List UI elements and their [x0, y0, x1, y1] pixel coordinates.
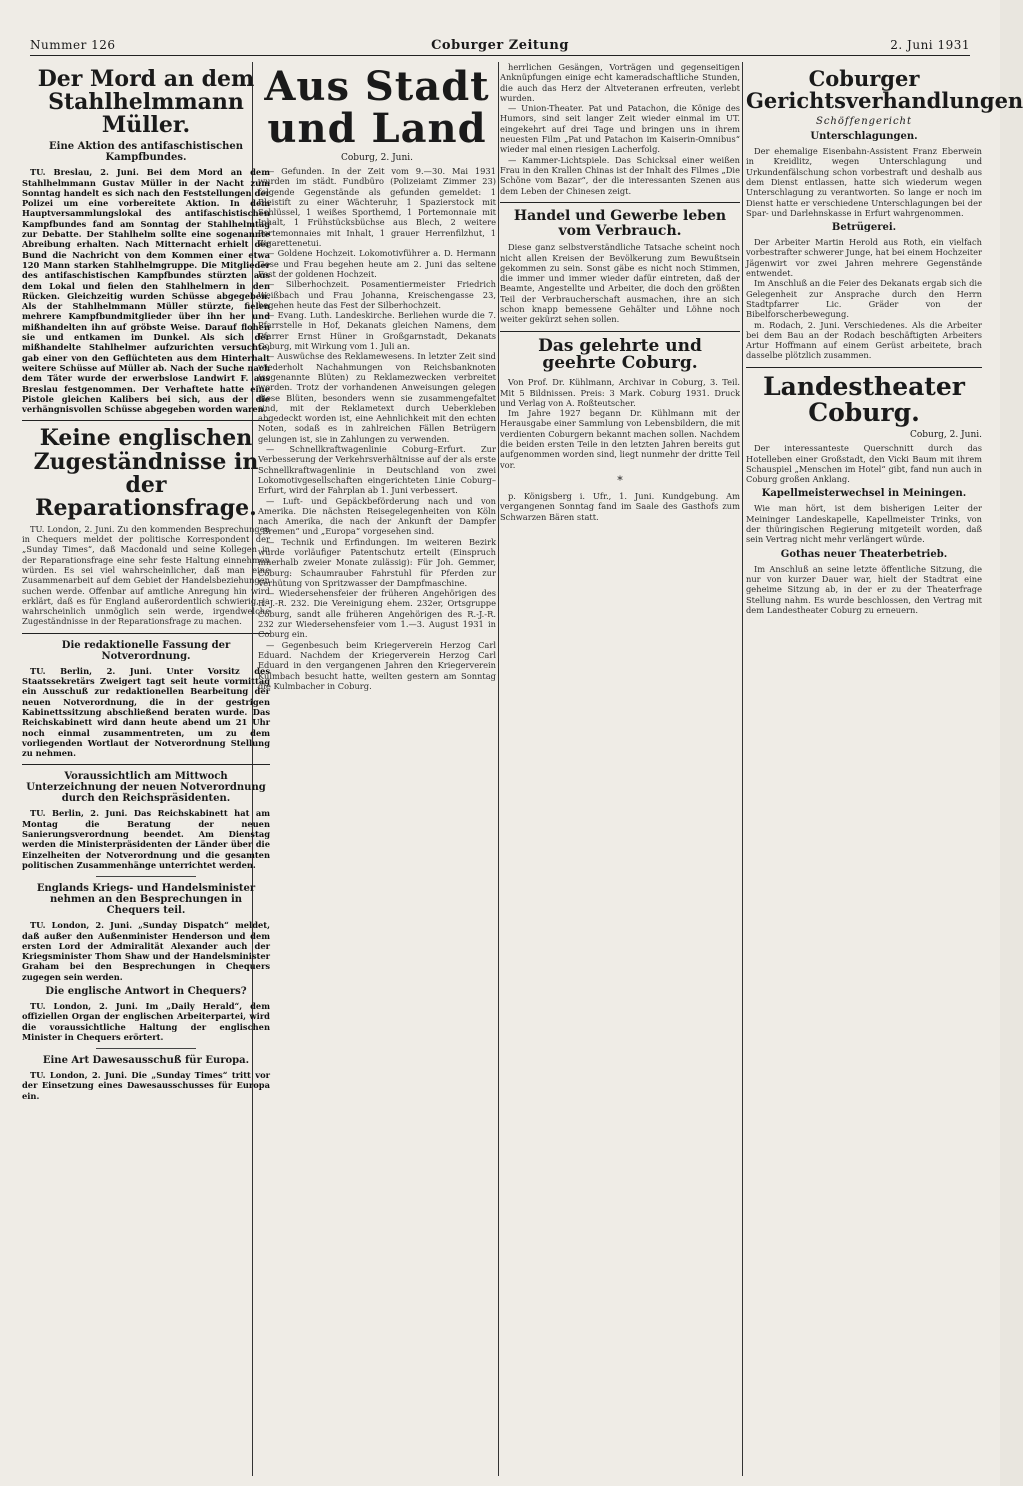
local-news-item: — Gefunden. In der Zeit vom 9.—30. Mai 1931 wurden im städt. Fundbüro (Polizeiamt Zimmer 23) folgende Gegenstände als gefunden gemeldet: 1 Bleistift zu einer Wächteruhr, 1 Spazierstock mit Schlüssel, 1 weißes Sporthemd, 1 Portemonnaie mit Inhalt, 1 Frühstücksbüchse aus Blech, 2 weitere Portemonnaies mit Inhalt, 1 grauer Herrenfilzhut, 1 Zigarettenetui.	[258, 166, 496, 249]
article-body: m. Rodach, 2. Juni. Verschiedenes. Als die Arbeiter bei dem Bau an der Rodach beschäftigten Arbeiters Artur Hoffmann auf einem Gerüst arbeitete, brach dasselbe plötzlich zusammen.	[746, 319, 982, 361]
dateline: Coburg, 2. Juni.	[340, 153, 414, 163]
divider	[22, 633, 270, 634]
divider	[22, 764, 270, 765]
article-body: TU. Berlin, 2. Juni. Das Reichskabinett hat am Montag die Beratung der neuen Sanierungsverordnung beendet. Am Dienstag werden die Ministerpräsidenten der Länder über die Einzelheiten der Notverordnung und die gesamten politischen Zusammenhänge unterrichtet werden.	[22, 808, 270, 870]
subheadline-antifa-action: Eine Aktion des antifaschistischen Kampfbundes.	[49, 141, 243, 164]
article-body: Im Jahre 1927 begann Dr. Kühlmann mit der Herausgabe einer Sammlung von Lebensbildern, die mit verdienten Coburgern bekannt machen sollen. Nachdem die beiden ersten Teile in den letzten Jahren bereits gut aufgenommen worden sind, liegt nunmehr der dritte Teil vor.	[500, 408, 740, 470]
local-news-item: herrlichen Gesängen, Vorträgen und gegenseitigen Anknüpfungen einige echt kameradschaftliche Stunden, die auch das Herz der Altveteranen erfreuten, verlebt wurden.	[500, 62, 740, 103]
column-4	[746, 62, 1023, 1476]
article-body: Wie man hört, ist dem bisherigen Leiter der Meininger Landeskapelle, Kapellmeister Trinks, von der thüringischen Regierung mitgeteilt worden, daß sein Vertrag nicht mehr verlängert würde.	[746, 503, 982, 545]
divider	[22, 420, 270, 421]
article-body: Im Anschluß an die Feier des Dekanats ergab sich die Gelegenheit zur Ansprache durch den Herrn Stadtpfarrer Lic. Gräder von der Bibelforscherbewegung.	[746, 278, 982, 320]
column-3	[500, 62, 740, 1476]
article-body: TU. London, 2. Juni. Die „Sunday Times“ tritt vor der Einsetzung eines Dawesausschusses für Europa ein.	[22, 1070, 270, 1101]
article-body: p. Königsberg i. Ufr., 1. Juni. Kundgebung. Am vergangenen Sonntag fand im Saale des Gasthofs zum Schwarzen Bären statt.	[500, 490, 740, 522]
local-news-item: — Goldene Hochzeit. Lokomotivführer a. D. Hermann Gose und Frau begehen heute am 2. Juni das seltene Fest der goldenen Hochzeit.	[258, 248, 496, 279]
section-banner: Aus Stadt und Land	[264, 63, 490, 152]
article-body: TU. Berlin, 2. Juni. Unter Vorsitz des Staatssekretärs Zweigert tagt seit heute vormittag ein Ausschuß zur redaktionellen Bearbeitung der neuen Notverordnung, die in der gestrigen Kabinettssitzung abschließend beraten wurde. Das Reichskabinett wird dann heute abend um 21 Uhr noch einmal zusammentreten, um zu dem vorliegenden Wortlaut der Notverordnung Stellung zu nehmen.	[22, 665, 270, 759]
headline-unterzeichnung: Voraussichtlich am Mittwoch Unterzeichnung der neuen Notverordnung durch den Reichspräsidenten.	[26, 771, 266, 805]
local-news-item: — Auswüchse des Reklamewesens. In letzter Zeit sind wiederholt Nachahmungen von Reichsbanknoten (sogenannte Blüten) zu Reklamezwecken verbreitet worden. Trotz der vorhandenen Anweisungen gelegen diese Blüten, besonders wenn sie zusammengefaltet sind, mit der Reklametext durch Ueberkleben abgedeckt worden ist, eine Aehnlichkeit mit den echten Noten, sodaß es in zahlreichen Fällen Betrügern gelungen ist, sie in Zahlungen zu verwenden.	[258, 351, 496, 444]
subheadline-kapellmeister: Kapellmeisterwechsel in Meiningen.	[761, 488, 967, 500]
local-news-item: — Technik und Erfindungen. Im weiteren Bezirk wurde vorläufiger Patentschutz erteilt (Einspruch innerhalb zweier Monate zulässig): Für Joh. Gemmer, Coburg: Schaumrauber Fahrstuhl für Pferden zur Verhütung von Spritzwasser der Dampfmaschine.	[258, 536, 496, 588]
divider	[500, 331, 740, 332]
headline-reparations: Keine englischen Zugeständnisse in der Reparationsfrage.	[33, 425, 259, 521]
article-body: TU. London, 2. Juni. Zu den kommenden Besprechungen in Chequers meldet der politische Korrespondent der „Sunday Times“, daß Macdonald und seine Kollegen in der Reparationsfrage eine sehr feste Haltung einnehmen würden. Es sei viel wahrscheinlicher, daß man eine Zusammenarbeit auf dem Gebiet der Handelsbeziehungen suchen werde. Offenbar auf amtliche Anregung hin wird erklärt, daß es für England außerordentlich schwierig, ja wahrscheinlich unmöglich sein werde, irgendwelche Zugeständnisse in der Reparationsfrage zu machen.	[22, 523, 270, 627]
divider	[746, 367, 982, 368]
subheadline-schoeffengericht: Schöffengericht	[815, 116, 913, 128]
article-body: Von Prof. Dr. Kühlmann, Archivar in Coburg, 3. Teil. Mit 5 Bildnissen. Preis: 3 Mark. Coburg 1931. Druck und Verlag von A. Roßteutscher.	[500, 377, 740, 408]
local-news-item: — Luft- und Gepäckbeförderung nach und von Amerika. Die nächsten Reisegelegenheiten von Köln nach Amerika, die nach der Ankunft der Dampfer „Bremen“ und „Europa“ vorgesehen sind.	[258, 495, 496, 537]
article-body: Der Arbeiter Martin Herold aus Roth, ein vielfach vorbestrafter schwerer Junge, hat bei einem Hochzeiter Jägenwirt vor zwei Jahren mehrere Gegenstände entwendet.	[746, 237, 983, 279]
article-body: Der interessanteste Querschnitt durch das Hotelleben einer Großstadt, den Vicki Baum mit ihrem Schauspiel „Menschen im Hotel“ gibt, fand nun auch in Coburg großen Anklang.	[746, 443, 982, 485]
local-news-item: — Evang. Luth. Landeskirche. Berliehen wurde die 7. Pfarrstelle in Hof, Dekanats gleichen Namens, dem Pfarrer Ernst Hüner in Großgarnstadt, Dekanats Coburg, mit Wirkung vom 1. Juli an.	[258, 310, 496, 352]
column-rule-3	[742, 62, 743, 1476]
star-separator: *	[617, 473, 623, 487]
headline-handel-gewerbe: Handel und Gewerbe leben vom Verbrauch.	[513, 207, 727, 239]
headline-english-answer: Die englische Antwort in Chequers?	[45, 985, 247, 997]
article-body: Der ehemalige Eisenbahn-Assistent Franz Eberwein in Kreidlitz, wegen Unterschlagung und Urkundenfälschung schon vorbestraft und deshalb aus dem Dienst entlassen, hatte sich wiederum wegen Unterschlagung zu verantworten. So lange er noch im Dienst hatte er verschiedene Unterschlagungen bei der Spar- und Darlehnskasse in Erfurt wahrgenommen.	[746, 146, 982, 218]
divider	[500, 202, 740, 203]
local-news-item: — Wiedersehensfeier der früheren Angehörigen des R.-J.-R. 232. Die Vereinigung ehem. 232er, Ortsgruppe Coburg, sandt alle früheren Angehörigen des R.-J.-R. 232 zur Wiedersehensfeier vom 1.—3. August 1931 in Coburg ein.	[258, 588, 496, 640]
divider	[96, 1048, 195, 1049]
headline-gelehrte-coburg: Das gelehrte und geehrte Coburg.	[538, 335, 702, 374]
dateline: Coburg, 2. Juni.	[909, 430, 982, 441]
local-news-item: — Kammer-Lichtspiele. Das Schicksal einer weißen Frau in den Krallen Chinas ist der Inhalt des Filmes „Die Schöne vom Bazar“, der die interessanten Szenen aus dem Leben der Chinesen zeigt.	[500, 154, 740, 196]
subheadline-betruegerei: Betrügerei.	[831, 222, 897, 234]
local-news-item: — Schnellkraftwagenlinie Coburg–Erfurt. Zur Verbesserung der Verkehrsverhältnisse auf der als erste Schnellkraftwagenlinie in Deutschland von zwei Lokomotivgesellschaften eingerichteten Linie Coburg–Erfurt, wird der Fahrplan ab 1. Juni verbessert.	[258, 444, 496, 496]
divider	[96, 876, 195, 877]
headline-dawes-committee: Eine Art Dawesausschuß für Europa.	[42, 1055, 250, 1067]
local-news-item: — Gegenbesuch beim Kriegerverein Herzog Carl Eduard. Nachdem der Kriegerverein Herzog Carl Eduard in den vergangenen Jahren den Kriegerverein Kulmbach besucht hatte, weilten gestern am Sonntag die Kulmbacher in Coburg.	[258, 639, 496, 691]
local-news-item: — Union-Theater. Pat und Patachon, die Könige des Humors, sind seit langer Zeit wieder einmal im UT. eingekehrt auf drei Tage und bringen uns in ihrem neuesten Film „Pat und Patachon im Kaiserin-Omnibus“ wieder mal einen riesigen Lacherfolg.	[500, 103, 740, 155]
issue-date: 2. Juni 1931	[890, 38, 970, 52]
article-body: TU. London, 2. Juni. Im „Daily Herald“, dem offiziellen Organ der englischen Arbeiterpartei, wird die voraussichtliche Haltung der englischen Minister in Chequers erörtert.	[22, 1000, 270, 1042]
headline-notverordnung: Die redaktionelle Fassung der Notverordnung.	[61, 639, 231, 662]
headline-court: Coburger Gerichtsverhandlungen	[746, 66, 1023, 114]
subheadline-unterschlagungen: Unterschlagungen.	[810, 131, 918, 143]
local-news-item: — Silberhochzeit. Posamentiermeister Friedrich Weißbach und Frau Johanna, Kreischengasse 23, begehen heute das Fest der Silberhochzeit.	[258, 279, 496, 310]
article-body: Diese ganz selbstverständliche Tatsache scheint noch nicht allen Kreisen der Bevölkerung zum Bewußtsein gekommen zu sein. Sonst gäbe es nicht noch Stimmen, die immer und immer wieder dafür eintreten, daß der Beamte, Angestellte und Arbeiter, die doch den größten Teil der Verbraucherschaft ausmachen, ihre an sich schon knapp bemessene Gehälter und Löhne noch weiter gekürzt sehen sollen.	[500, 242, 740, 325]
article-body: Im Anschluß an seine letzte öffentliche Sitzung, die nur von kurzer Dauer war, hielt der Stadtrat eine geheime Sitzung ab, in der er zu der Theaterfrage Stellung nahm. Es wurde beschlossen, den Vertrag mit dem Landestheater Coburg zu erneuern.	[746, 563, 982, 615]
column-1	[22, 62, 270, 1476]
headline-landestheater: Landestheater Coburg.	[763, 371, 965, 427]
column-rule-2	[498, 62, 499, 1476]
article-body: TU. Breslau, 2. Juni. Bei dem Mord an dem Stahlhelmmann Gustav Müller in der Nacht zum Sonntag handelt es sich nach den Feststellungen der Polizei um eine vorbereitete Aktion. In dem Hauptversammlungslokal des antifaschistischen Kampfbundes fand am Sonntag der Stahlhelmtag zur Debatte. Der Stahlhelm sollte eine sogenannte Abreibung erhalten. Nach Mitternacht erhielt der Bund die Nachricht von dem Kommen einer etwa 120 Mann starken Stahlhelmgruppe. Die Mitglieder des antifaschistischen Kampfbundes stürzten aus dem Lokal und fielen den Stahlhelmern in den Rücken. Gleichzeitig wurden Schüsse abgegeben. Als der Stahlhelmmann Müller stürzte, fielen mehrere Kampfbundmitglieder über ihn her und mißhandelten ihn auf gröbste Weise. Darauf flohen sie und entkamen im Dunkel. Als sich der mißhandelte Stahlhelmer aufzurichten versuchte, gab einer von den Geflüchteten aus dem Hinterhalt weitere Schüsse auf Müller ab. Nach der Suche nach dem Täter wurde der erwerbslose Landwirt F. aus Breslau festgenommen. Der Verhaftete hatte eine Pistole gleichen Kalibers bei sich, aus der die verhängnisvollen Schüsse abgegeben worden waren.	[22, 167, 270, 415]
headline-chequers-ministers: Englands Kriegs- und Handelsminister nehmen an den Besprechungen in Chequers teil.	[36, 883, 256, 917]
headline-stahlhelm-murder: Der Mord an dem Stahlhelmmann Müller.	[37, 66, 255, 139]
article-body: TU. London, 2. Juni. „Sunday Dispatch“ meldet, daß außer den Außenminister Henderson und dem ersten Lord der Admiralität Alexander auch der Kriegsminister Thom Shaw und der Handelsminister Graham bei den Besprechungen in Chequers zugegen sein werden.	[22, 920, 270, 982]
issue-number: Nummer 126	[30, 38, 116, 52]
newspaper-title: Coburger Zeitung	[431, 38, 569, 53]
subheadline-gotha-theater: Gothas neuer Theaterbetrieb.	[780, 548, 948, 560]
column-2	[258, 62, 496, 1476]
masthead	[30, 36, 970, 56]
